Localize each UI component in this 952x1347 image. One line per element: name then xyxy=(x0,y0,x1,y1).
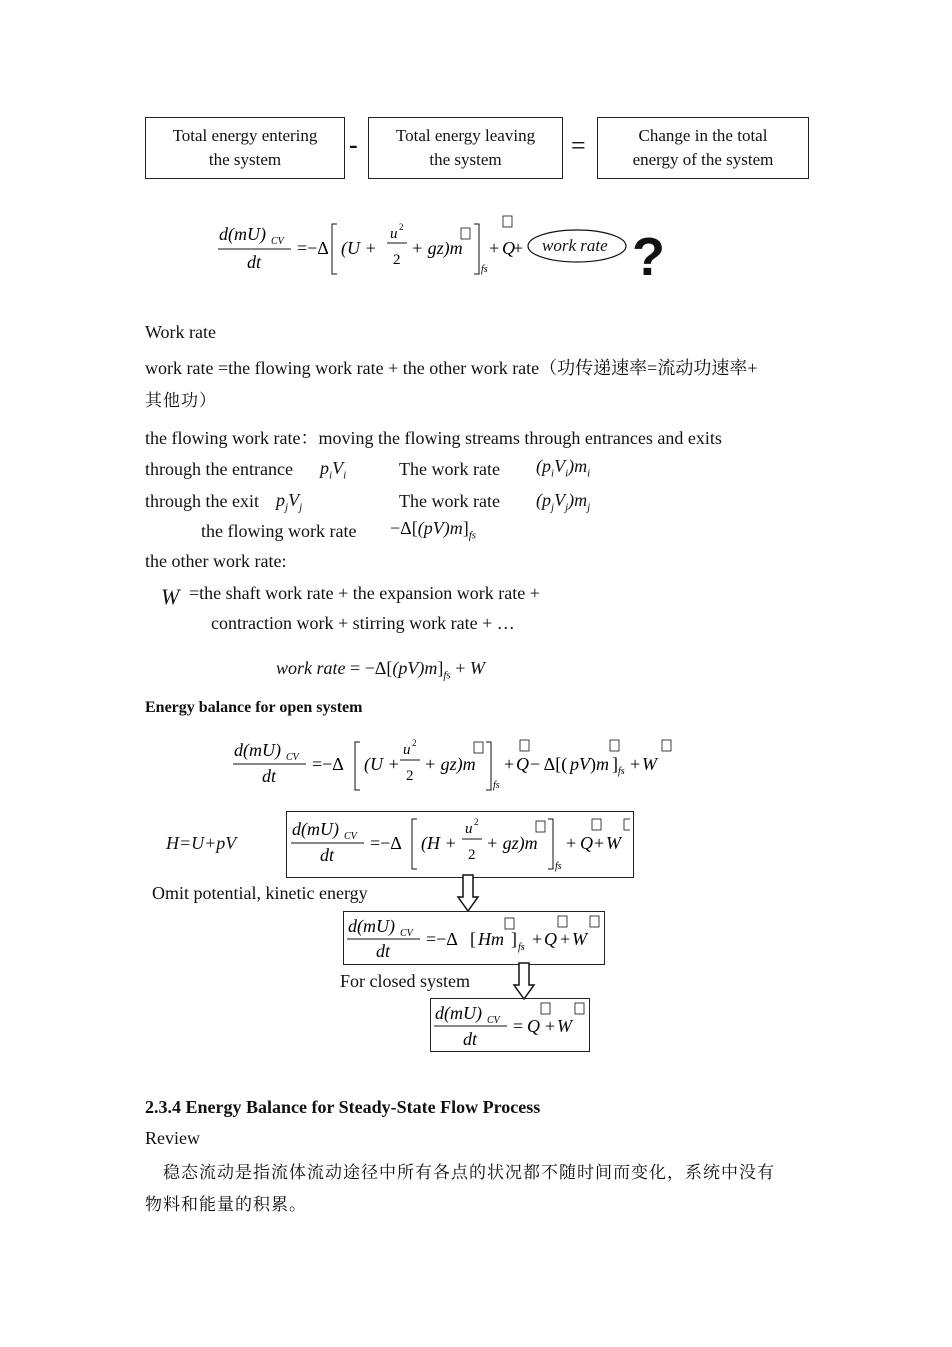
enthalpy-definition: H=U+pV xyxy=(166,833,237,853)
work-rate-heading: Work rate xyxy=(145,322,217,342)
svg-text:(U +: (U + xyxy=(364,754,400,774)
svg-text:Q: Q xyxy=(516,754,529,774)
svg-text:m: m xyxy=(596,754,609,774)
total-energy-change-line2: energy of the system xyxy=(632,150,774,169)
flowing-work-rate-expr: $-\Delta[(pV)m]_{fs}$ xyxy=(390,518,477,542)
energy-entering-box xyxy=(145,117,345,179)
question-mark: ? xyxy=(632,227,665,287)
svg-text:W: W xyxy=(572,929,587,949)
chinese-paragraph-line2: 物料和能量的积累。 xyxy=(145,1195,307,1215)
svg-text:d(mU): d(mU) xyxy=(435,1003,482,1023)
energy-leaving-box xyxy=(368,117,563,179)
other-work-rate-label: the other work rate: xyxy=(145,551,287,571)
shaft-work-line2: contraction work + stirring work rate + … xyxy=(211,613,515,633)
svg-text:+: + xyxy=(504,754,515,774)
svg-text:CV: CV xyxy=(487,1015,500,1026)
svg-text:d(mU): d(mU) xyxy=(219,224,266,244)
work-rate-formula: work rate = $-\Delta[(pV)m]_{fs} + W$ xyxy=(276,658,485,682)
exit-work-rate: $(p_jV_j)m_j$ xyxy=(536,490,591,514)
minus-operator: - xyxy=(349,130,358,159)
svg-text:+ gz)m: + gz)m xyxy=(411,238,463,258)
svg-text:2: 2 xyxy=(412,738,417,748)
svg-text:2: 2 xyxy=(399,222,404,232)
svg-text:+ gz)m: + gz)m xyxy=(424,754,476,774)
svg-text:Q: Q xyxy=(527,1016,540,1036)
shaft-work-line1: =the shaft work rate + the expansion work rate + xyxy=(189,583,540,603)
svg-text:+: + xyxy=(594,833,605,853)
svg-text:Q: Q xyxy=(502,238,515,258)
svg-text:+: + xyxy=(566,833,577,853)
svg-text:+: + xyxy=(630,754,641,774)
svg-text:(U +: (U + xyxy=(341,238,377,258)
svg-text:fs: fs xyxy=(618,766,625,777)
svg-text:+: + xyxy=(489,238,500,258)
flowing-work-rate-intro: the flowing work rate：moving the flowing streams through entrances and exits xyxy=(145,428,722,448)
total-energy-change-box xyxy=(597,117,809,179)
svg-text:CV: CV xyxy=(286,752,299,763)
svg-text:Q: Q xyxy=(580,833,593,853)
svg-text:W: W xyxy=(557,1016,572,1036)
svg-text:=−Δ: =−Δ xyxy=(370,833,402,853)
svg-text:=: = xyxy=(513,1016,524,1036)
svg-text:dt: dt xyxy=(247,252,262,272)
svg-text:Q: Q xyxy=(544,929,557,949)
svg-text:dt: dt xyxy=(320,845,335,865)
w-dot-symbol: W xyxy=(161,584,180,609)
energy-leaving-line1: Total energy leaving xyxy=(395,126,536,145)
svg-text:]: ] xyxy=(612,754,618,774)
svg-text:+: + xyxy=(560,929,571,949)
svg-text:=−Δ: =−Δ xyxy=(426,929,458,949)
svg-text:=−Δ: =−Δ xyxy=(312,754,344,774)
svg-text:+: + xyxy=(545,1016,556,1036)
closed-system-note: For closed system xyxy=(340,971,470,991)
svg-text:2: 2 xyxy=(406,768,414,784)
svg-text:): ) xyxy=(590,754,596,774)
svg-text:CV: CV xyxy=(400,928,413,939)
down-arrow-icon xyxy=(456,873,480,913)
svg-text:+: + xyxy=(513,238,524,258)
entrance-piVi: $p_iV_i$ xyxy=(320,458,347,482)
svg-text:d(mU): d(mU) xyxy=(348,916,395,936)
svg-text:(H +: (H + xyxy=(421,833,457,853)
svg-text:u: u xyxy=(465,821,473,837)
svg-text:d(mU): d(mU) xyxy=(292,819,339,839)
review-label: Review xyxy=(145,1128,200,1148)
energy-equation-open-system xyxy=(230,736,690,798)
through-exit-label: through the exit xyxy=(145,491,259,511)
svg-text:dt: dt xyxy=(376,941,391,961)
closed-equation xyxy=(433,999,589,1051)
work-rate-definition-line2: 其他功） xyxy=(145,391,217,411)
svg-text:+ gz)m: + gz)m xyxy=(486,833,538,853)
svg-text:W: W xyxy=(606,833,621,853)
svg-text:+: + xyxy=(532,929,543,949)
chinese-paragraph-line1: 稳态流动是指流体流动途径中所有各点的状况都不随时间而变化，系统中没有 xyxy=(163,1163,775,1183)
svg-text:fs: fs xyxy=(518,942,525,953)
svg-text:2: 2 xyxy=(393,252,401,268)
svg-text:fs: fs xyxy=(481,264,488,275)
energy-balance-heading: Energy balance for open system xyxy=(145,699,363,716)
svg-text:− Δ[(: − Δ[( xyxy=(530,754,568,774)
energy-leaving-line2: the system xyxy=(429,150,502,169)
svg-text:]: ] xyxy=(511,929,517,949)
exit-pjVj: $p_jV_j$ xyxy=(276,490,303,514)
omit-equation xyxy=(346,912,604,964)
svg-text:2: 2 xyxy=(474,817,479,827)
down-arrow-icon xyxy=(512,961,536,1001)
svg-text:pV: pV xyxy=(570,754,590,774)
enthalpy-equation xyxy=(290,813,630,875)
the-work-rate-label-1: The work rate xyxy=(399,459,500,479)
svg-text:dt: dt xyxy=(262,766,277,786)
energy-entering-line2: the system xyxy=(208,150,282,169)
svg-text:W: W xyxy=(642,754,657,774)
total-energy-change-line1: Change in the total xyxy=(638,126,768,145)
svg-text:2: 2 xyxy=(468,847,476,863)
svg-text:CV: CV xyxy=(271,236,284,247)
svg-text:Hm: Hm xyxy=(478,929,504,949)
energy-entering-line1: Total energy entering xyxy=(172,126,318,145)
entrance-work-rate: $(p_iV_i)m_i$ xyxy=(536,456,591,480)
svg-text:u: u xyxy=(403,742,411,758)
the-work-rate-label-2: The work rate xyxy=(399,491,500,511)
svg-text:=−Δ: =−Δ xyxy=(297,238,329,258)
svg-text:[: [ xyxy=(470,929,476,949)
svg-text:fs: fs xyxy=(555,861,562,872)
svg-text:dt: dt xyxy=(463,1029,478,1049)
through-entrance-label: through the entrance xyxy=(145,459,293,479)
section-heading: 2.3.4 Energy Balance for Steady-State Flow Process xyxy=(145,1097,541,1117)
svg-text:CV: CV xyxy=(344,831,357,842)
svg-text:d(mU): d(mU) xyxy=(234,740,281,760)
omit-energy-note: Omit potential, kinetic energy xyxy=(152,883,368,903)
work-rate-definition-line1: work rate =the flowing work rate + the other work rate（功传递速率=流动功速率+ xyxy=(145,358,758,378)
flowing-work-rate-label: the flowing work rate xyxy=(201,521,357,541)
work-rate-circled-label: work rate xyxy=(542,236,608,255)
equals-operator: = xyxy=(571,131,586,160)
svg-text:fs: fs xyxy=(493,780,500,791)
svg-text:u: u xyxy=(390,226,398,242)
